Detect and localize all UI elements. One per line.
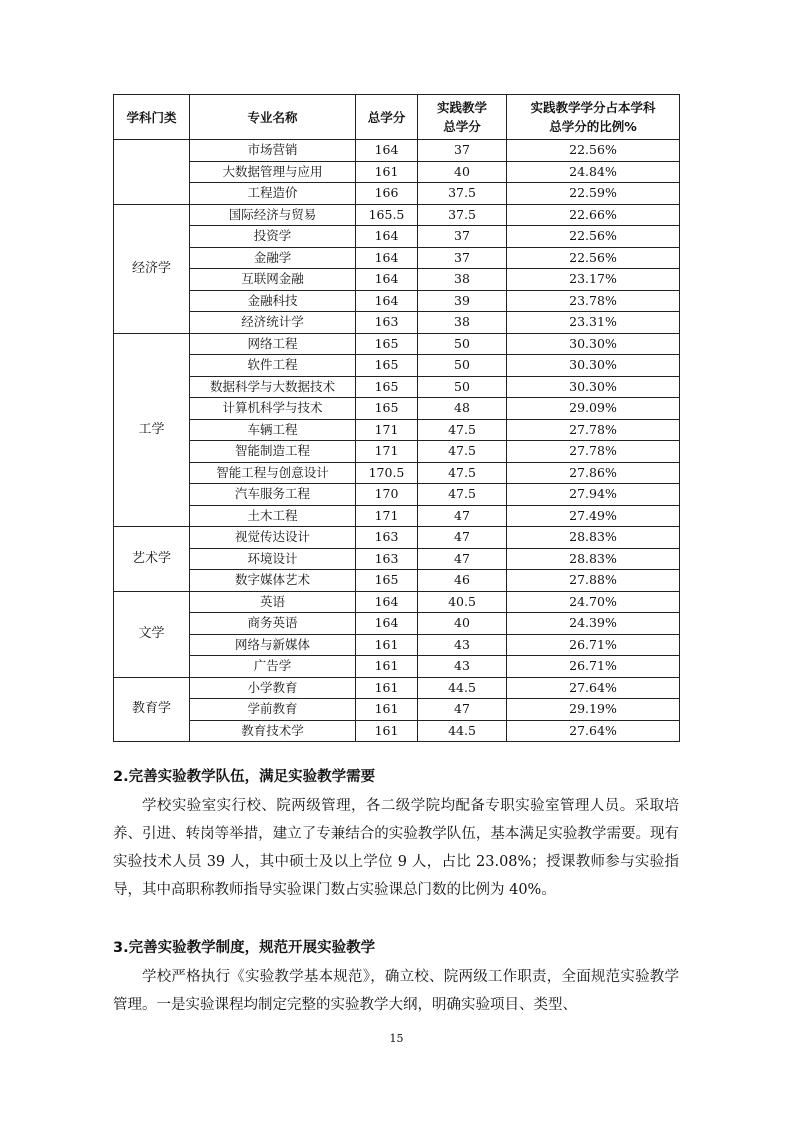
practice-credits-cell: 38: [418, 269, 507, 291]
practice-credits-cell: 43: [418, 634, 507, 656]
column-header: [190, 95, 356, 140]
practice-ratio-cell: 23.31%: [507, 312, 680, 334]
practice-credits-cell: 40.5: [418, 591, 507, 613]
table-row: [114, 441, 680, 463]
practice-ratio-cell: 23.17%: [507, 269, 680, 291]
total-credits-cell: 161: [356, 720, 418, 742]
practice-ratio-cell: 27.49%: [507, 505, 680, 527]
column-header: [114, 95, 190, 140]
table-row: [114, 634, 680, 656]
total-credits-cell: 164: [356, 247, 418, 269]
total-credits-cell: 161: [356, 161, 418, 183]
practice-credits-cell: 37: [418, 247, 507, 269]
practice-ratio-cell: 27.64%: [507, 720, 680, 742]
table-row: [114, 462, 680, 484]
practice-credits-cell: 40: [418, 613, 507, 635]
total-credits-cell: 163: [356, 548, 418, 570]
section-2-paragraph: 学校实验室实行校、院两级管理，各二级学院均配备专职实验室管理人员。采取培养、引进、转岗等举措，建立了专兼结合的实验教学队伍，基本满足实验教学需要。现有实验技术人员 39 人，其中硕士及以上学位 9 人，占比 23.08%；授课教师参与实验指导，其中高职称教师指导实验课门数占实验课总门数的比例为 40%。: [113, 798, 679, 898]
column-header-line: 总学分: [443, 119, 481, 134]
practice-ratio-cell: 28.83%: [507, 527, 680, 549]
table-row: [114, 699, 680, 721]
column-header: [418, 95, 507, 140]
total-credits-cell: 164: [356, 290, 418, 312]
table-row: [114, 226, 680, 248]
major-name-cell: 教育技术学: [190, 720, 356, 742]
table-row: [114, 140, 680, 162]
total-credits-cell: 164: [356, 140, 418, 162]
major-name-cell: 商务英语: [190, 613, 356, 635]
practice-ratio-cell: 22.59%: [507, 183, 680, 205]
total-credits-cell: 161: [356, 634, 418, 656]
practice-credits-cell: 47: [418, 548, 507, 570]
total-credits-cell: 163: [356, 312, 418, 334]
total-credits-cell: 164: [356, 226, 418, 248]
practice-credits-cell: 37.5: [418, 183, 507, 205]
table-row: [114, 613, 680, 635]
total-credits-cell: 165: [356, 376, 418, 398]
column-header: [356, 95, 418, 140]
table-row: [114, 161, 680, 183]
table-body: [114, 140, 680, 742]
column-header-line: 实践教学: [436, 100, 487, 115]
major-name-cell: 小学教育: [190, 677, 356, 699]
practice-ratio-cell: 30.30%: [507, 355, 680, 377]
practice-ratio-cell: 27.78%: [507, 419, 680, 441]
practice-credits-cell: 39: [418, 290, 507, 312]
practice-credits-cell: 43: [418, 656, 507, 678]
total-credits-cell: 165: [356, 333, 418, 355]
practice-credits-cell: 47.5: [418, 484, 507, 506]
table-row: [114, 505, 680, 527]
total-credits-cell: 171: [356, 419, 418, 441]
total-credits-cell: 166: [356, 183, 418, 205]
table-row: [114, 570, 680, 592]
total-credits-cell: 161: [356, 699, 418, 721]
table-row: [114, 312, 680, 334]
practice-ratio-cell: 22.56%: [507, 140, 680, 162]
table-row: [114, 290, 680, 312]
practice-ratio-cell: 30.30%: [507, 333, 680, 355]
practice-ratio-cell: 24.39%: [507, 613, 680, 635]
category-cell: 工学: [114, 333, 190, 527]
major-name-cell: 投资学: [190, 226, 356, 248]
major-name-cell: 土木工程: [190, 505, 356, 527]
practice-ratio-cell: 28.83%: [507, 548, 680, 570]
practice-credits-cell: 46: [418, 570, 507, 592]
category-cell: 文学: [114, 591, 190, 677]
practice-credits-cell: 38: [418, 312, 507, 334]
major-name-cell: 计算机科学与技术: [190, 398, 356, 420]
major-name-cell: 数据科学与大数据技术: [190, 376, 356, 398]
practice-credits-cell: 37.5: [418, 204, 507, 226]
column-header-line: 实践教学学分占本学科: [530, 100, 656, 115]
major-name-cell: 金融学: [190, 247, 356, 269]
practice-ratio-cell: 27.86%: [507, 462, 680, 484]
column-header-line: 总学分: [367, 109, 406, 125]
practice-ratio-cell: 29.19%: [507, 699, 680, 721]
credits-table: [113, 94, 680, 742]
table-row: [114, 484, 680, 506]
practice-credits-cell: 47.5: [418, 441, 507, 463]
total-credits-cell: 165: [356, 570, 418, 592]
section-3-paragraph: 学校严格执行《实验教学基本规范》，确立校、院两级工作职责，全面规范实验教学管理。一是实验课程均制定完整的实验教学大纲，明确实验项目、类型、: [113, 969, 679, 1013]
practice-ratio-cell: 29.09%: [507, 398, 680, 420]
total-credits-cell: 164: [356, 613, 418, 635]
major-name-cell: 数字媒体艺术: [190, 570, 356, 592]
practice-ratio-cell: 27.94%: [507, 484, 680, 506]
practice-credits-cell: 47: [418, 699, 507, 721]
total-credits-cell: 171: [356, 441, 418, 463]
major-name-cell: 车辆工程: [190, 419, 356, 441]
column-header-line: 总学分的比例%: [549, 119, 637, 134]
major-name-cell: 智能制造工程: [190, 441, 356, 463]
practice-credits-cell: 37: [418, 140, 507, 162]
table-row: [114, 591, 680, 613]
major-name-cell: 市场营销: [190, 140, 356, 162]
practice-credits-cell: 50: [418, 355, 507, 377]
table-row: [114, 204, 680, 226]
practice-ratio-cell: 24.70%: [507, 591, 680, 613]
total-credits-cell: 170: [356, 484, 418, 506]
total-credits-cell: 164: [356, 269, 418, 291]
major-name-cell: 英语: [190, 591, 356, 613]
major-name-cell: 软件工程: [190, 355, 356, 377]
major-name-cell: 经济统计学: [190, 312, 356, 334]
table-header: [114, 95, 680, 140]
practice-ratio-cell: 27.88%: [507, 570, 680, 592]
practice-credits-cell: 47.5: [418, 462, 507, 484]
practice-credits-cell: 37: [418, 226, 507, 248]
category-cell: 艺术学: [114, 527, 190, 592]
practice-credits-cell: 50: [418, 333, 507, 355]
table-row: [114, 355, 680, 377]
practice-ratio-cell: 27.78%: [507, 441, 680, 463]
category-cell: 教育学: [114, 677, 190, 742]
total-credits-cell: 171: [356, 505, 418, 527]
table-row: [114, 720, 680, 742]
table-row: [114, 548, 680, 570]
section-3-title: 3.完善实验教学制度，规范开展实验教学: [113, 940, 376, 956]
major-name-cell: 金融科技: [190, 290, 356, 312]
total-credits-cell: 161: [356, 656, 418, 678]
major-name-cell: 大数据管理与应用: [190, 161, 356, 183]
practice-ratio-cell: 23.78%: [507, 290, 680, 312]
practice-ratio-cell: 22.56%: [507, 226, 680, 248]
category-cell: 经济学: [114, 204, 190, 333]
table-header-row: [114, 95, 680, 140]
total-credits-cell: 165: [356, 398, 418, 420]
practice-ratio-cell: 27.64%: [507, 677, 680, 699]
major-name-cell: 学前教育: [190, 699, 356, 721]
practice-credits-cell: 50: [418, 376, 507, 398]
major-name-cell: 工程造价: [190, 183, 356, 205]
major-name-cell: 汽车服务工程: [190, 484, 356, 506]
practice-ratio-cell: 22.56%: [507, 247, 680, 269]
table-row: [114, 677, 680, 699]
major-name-cell: 网络与新媒体: [190, 634, 356, 656]
major-name-cell: 视觉传达设计: [190, 527, 356, 549]
major-name-cell: 国际经济与贸易: [190, 204, 356, 226]
page-number: 15: [389, 1032, 404, 1045]
column-header: [507, 95, 680, 140]
practice-credits-cell: 47.5: [418, 419, 507, 441]
practice-ratio-cell: 30.30%: [507, 376, 680, 398]
table-row: [114, 398, 680, 420]
practice-credits-cell: 40: [418, 161, 507, 183]
major-name-cell: 网络工程: [190, 333, 356, 355]
table-row: [114, 247, 680, 269]
practice-credits-cell: 47: [418, 505, 507, 527]
major-name-cell: 互联网金融: [190, 269, 356, 291]
major-name-cell: 广告学: [190, 656, 356, 678]
practice-credits-cell: 44.5: [418, 677, 507, 699]
category-cell: [114, 140, 190, 205]
practice-ratio-cell: 26.71%: [507, 634, 680, 656]
table-row: [114, 527, 680, 549]
total-credits-cell: 161: [356, 677, 418, 699]
table-row: [114, 333, 680, 355]
practice-credits-cell: 48: [418, 398, 507, 420]
table-row: [114, 376, 680, 398]
total-credits-cell: 165: [356, 355, 418, 377]
practice-credits-cell: 44.5: [418, 720, 507, 742]
total-credits-cell: 163: [356, 527, 418, 549]
major-name-cell: 环境设计: [190, 548, 356, 570]
table-row: [114, 419, 680, 441]
column-header-line: 学科门类: [126, 109, 177, 125]
section-2-title: 2.完善实验教学队伍，满足实验教学需要: [113, 769, 376, 785]
total-credits-cell: 164: [356, 591, 418, 613]
practice-ratio-cell: 22.66%: [507, 204, 680, 226]
practice-ratio-cell: 26.71%: [507, 656, 680, 678]
practice-credits-cell: 47: [418, 527, 507, 549]
major-name-cell: 智能工程与创意设计: [190, 462, 356, 484]
total-credits-cell: 165.5: [356, 204, 418, 226]
table-row: [114, 656, 680, 678]
table-row: [114, 183, 680, 205]
column-header-line: 专业名称: [247, 109, 298, 125]
table-row: [114, 269, 680, 291]
total-credits-cell: 170.5: [356, 462, 418, 484]
practice-ratio-cell: 24.84%: [507, 161, 680, 183]
